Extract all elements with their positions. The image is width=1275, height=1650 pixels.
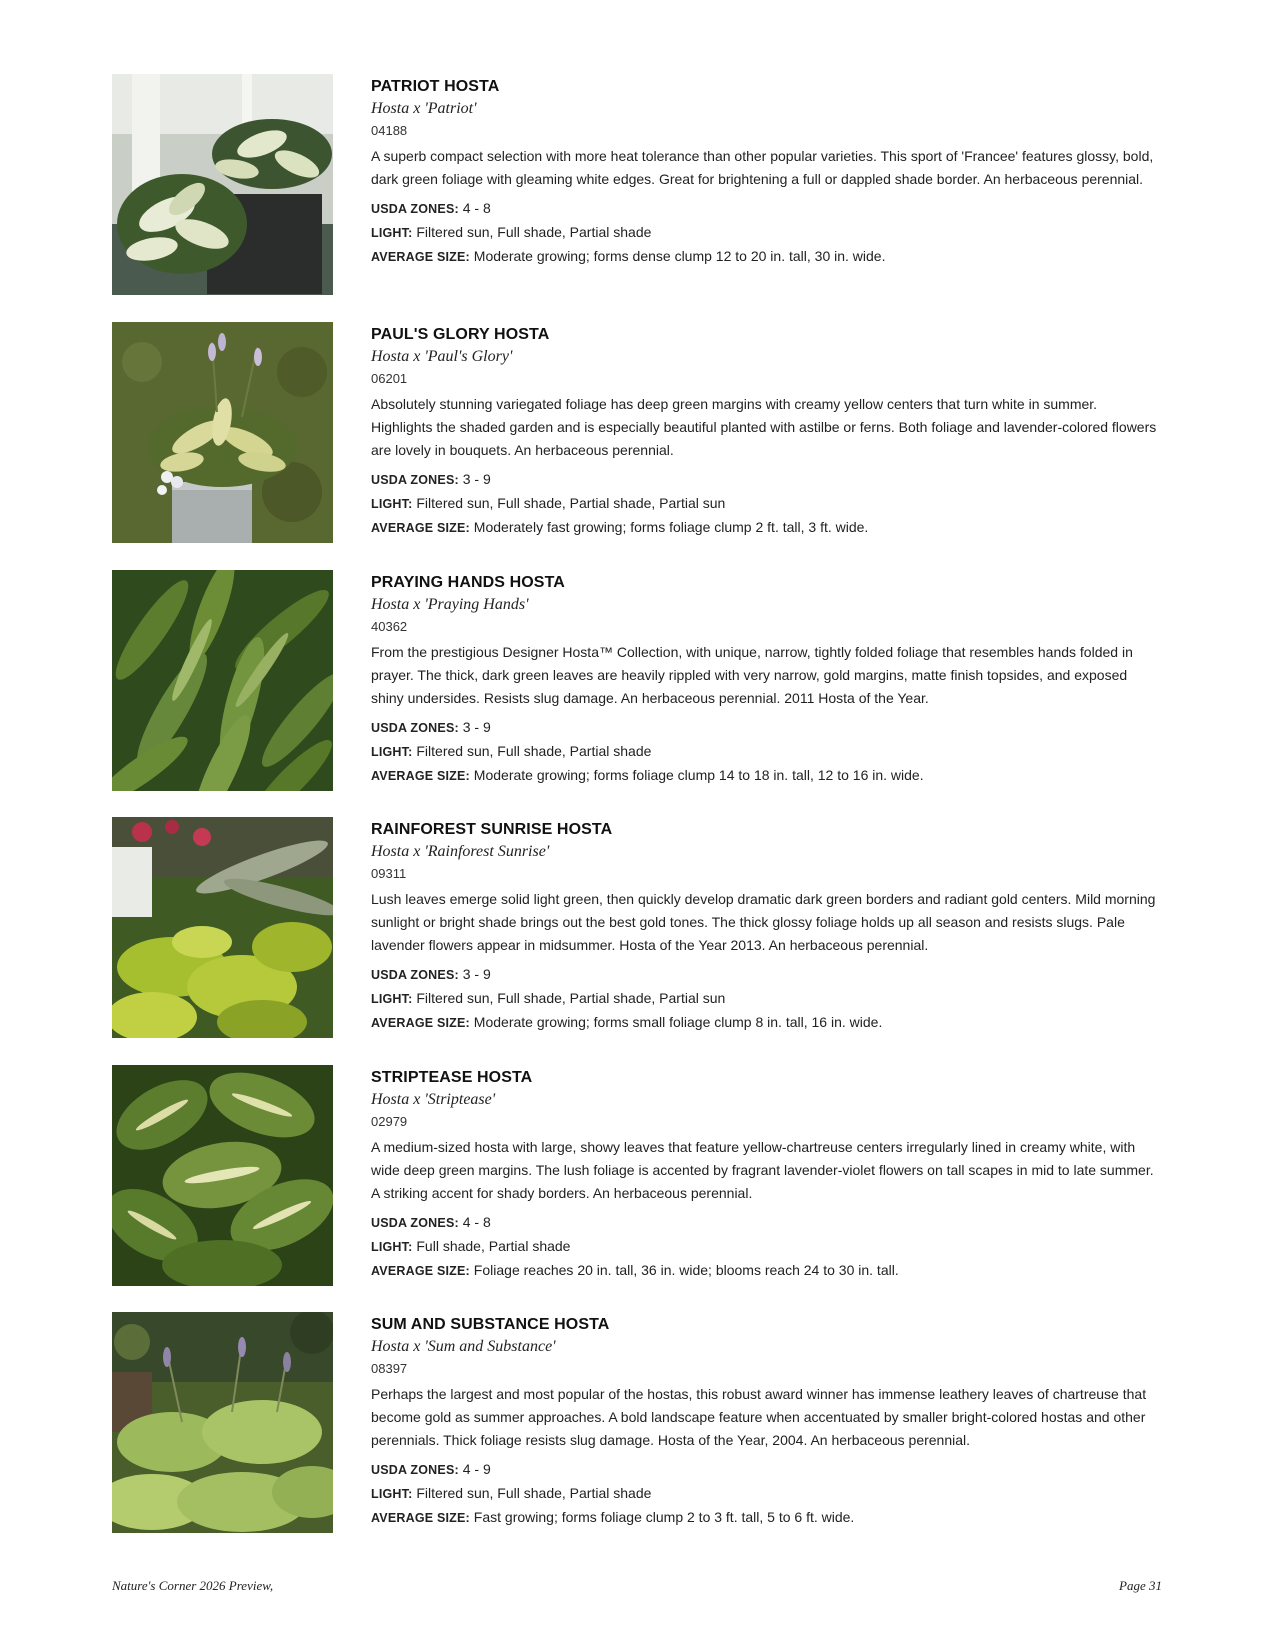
usda-zones-label: USDA ZONES: (371, 721, 459, 735)
plant-name: PATRIOT HOSTA (371, 78, 500, 95)
light-value: Filtered sun, Full shade, Partial shade (412, 224, 652, 240)
average-size (371, 245, 1161, 269)
average-size-value: Moderately fast growing; forms foliage clump 2 ft. tall, 3 ft. wide. (469, 519, 869, 535)
light-value: Filtered sun, Full shade, Partial shade (412, 1485, 652, 1501)
plant-info (371, 573, 1161, 788)
light-value: Full shade, Partial shade (412, 1238, 571, 1254)
botanical-name: Hosta x 'Paul's Glory' (371, 348, 513, 365)
plant-name: RAINFOREST SUNRISE HOSTA (371, 821, 613, 838)
usda-zones-label: USDA ZONES: (371, 1463, 459, 1477)
usda-zones (371, 197, 1161, 221)
plant-photo-pauls-glory (112, 322, 333, 543)
usda-zones-value: 4 - 8 (458, 1214, 491, 1230)
item-code: 04188 (371, 123, 408, 138)
plant-photo-striptease (112, 1065, 333, 1286)
plant-description: A medium-sized hosta with large, showy leaves that feature yellow-chartreuse centers irregularly lined in creamy white, with wide deep green margins. The lush foliage is accented by fragrant lavender-violet flowers on tall scapes in mid to late summer. A striking accent for shady borders. An herbaceous perennial. (371, 1139, 1154, 1201)
usda-zones-label: USDA ZONES: (371, 473, 459, 487)
plant-info (371, 77, 1161, 269)
usda-zones-value: 4 - 9 (458, 1461, 491, 1477)
plant-photo-rainforest-sunrise (112, 817, 333, 1038)
item-code: 40362 (371, 619, 408, 634)
botanical-name: Hosta x 'Rainforest Sunrise' (371, 843, 550, 860)
botanical-name: Hosta x 'Striptease' (371, 1091, 496, 1108)
usda-zones (371, 716, 1161, 740)
average-size (371, 516, 1161, 540)
footer-page-number: Page 31 (1119, 1578, 1162, 1593)
plant-info (371, 1068, 1161, 1283)
item-code: 02979 (371, 1114, 408, 1129)
plant-name: SUM AND SUBSTANCE HOSTA (371, 1316, 610, 1333)
light-label: LIGHT: (371, 745, 413, 759)
average-size-label: AVERAGE SIZE: (371, 521, 470, 535)
plant-description: From the prestigious Designer Hosta™ Collection, with unique, narrow, tightly folded foliage that resembles hands folded in prayer. The thick, dark green leaves are heavily rippled with very narrow, gold margins, matte finish topsides, and exposed shiny undersides. Resists slug damage. An herbaceous perennial. 2011 Hosta of the Year. (371, 644, 1133, 706)
light-label: LIGHT: (371, 992, 413, 1006)
light (371, 1482, 1161, 1506)
usda-zones (371, 1458, 1161, 1482)
average-size (371, 1259, 1161, 1283)
item-code: 06201 (371, 371, 408, 386)
light-label: LIGHT: (371, 497, 413, 511)
usda-zones-value: 4 - 8 (458, 200, 491, 216)
usda-zones (371, 1211, 1161, 1235)
plant-photo-sum-and-substance (112, 1312, 333, 1533)
average-size-value: Fast growing; forms foliage clump 2 to 3 ft. tall, 5 to 6 ft. wide. (469, 1509, 855, 1525)
usda-zones-value: 3 - 9 (458, 966, 491, 982)
light-label: LIGHT: (371, 1487, 413, 1501)
usda-zones (371, 468, 1161, 492)
usda-zones-value: 3 - 9 (458, 719, 491, 735)
average-size-label: AVERAGE SIZE: (371, 769, 470, 783)
usda-zones-label: USDA ZONES: (371, 968, 459, 982)
average-size-value: Foliage reaches 20 in. tall, 36 in. wide; blooms reach 24 to 30 in. tall. (469, 1262, 899, 1278)
average-size-label: AVERAGE SIZE: (371, 250, 470, 264)
plant-description: Lush leaves emerge solid light green, then quickly develop dramatic dark green borders and radiant gold centers. Mild morning sunlight or bright shade brings out the best gold tones. The thick glossy foliage holds up all season and resists slugs. Pale lavender flowers appear in midsummer. Hosta of the Year 2013. An herbaceous perennial. (371, 891, 1156, 953)
botanical-name: Hosta x 'Praying Hands' (371, 596, 529, 613)
item-code: 09311 (371, 866, 407, 881)
plant-name: PAUL'S GLORY HOSTA (371, 326, 550, 343)
light-value: Filtered sun, Full shade, Partial shade, Partial sun (412, 990, 726, 1006)
plant-name: PRAYING HANDS HOSTA (371, 574, 565, 591)
usda-zones-label: USDA ZONES: (371, 202, 459, 216)
average-size-label: AVERAGE SIZE: (371, 1264, 470, 1278)
botanical-name: Hosta x 'Patriot' (371, 100, 477, 117)
average-size-value: Moderate growing; forms dense clump 12 to 20 in. tall, 30 in. wide. (469, 248, 886, 264)
plant-info (371, 1315, 1161, 1530)
plant-description: Perhaps the largest and most popular of the hostas, this robust award winner has immense leathery leaves of chartreuse that become gold as summer approaches. A bold landscape feature when accentuated by smaller bright-colored hostas and other perennials. Thick foliage resists slug damage. Hosta of the Year, 2004. An herbaceous perennial. (371, 1386, 1147, 1448)
light-value: Filtered sun, Full shade, Partial shade (412, 743, 652, 759)
average-size (371, 1506, 1161, 1530)
average-size (371, 764, 1161, 788)
light (371, 740, 1161, 764)
plant-info (371, 325, 1161, 540)
average-size-label: AVERAGE SIZE: (371, 1511, 470, 1525)
usda-zones (371, 963, 1161, 987)
light-value: Filtered sun, Full shade, Partial shade, Partial sun (412, 495, 726, 511)
average-size (371, 1011, 1161, 1035)
light-label: LIGHT: (371, 1240, 413, 1254)
light (371, 1235, 1161, 1259)
average-size-value: Moderate growing; forms foliage clump 14 to 18 in. tall, 12 to 16 in. wide. (469, 767, 924, 783)
average-size-label: AVERAGE SIZE: (371, 1016, 470, 1030)
average-size-value: Moderate growing; forms small foliage clump 8 in. tall, 16 in. wide. (469, 1014, 883, 1030)
light (371, 221, 1161, 245)
plant-photo-patriot (112, 74, 333, 295)
light (371, 492, 1161, 516)
usda-zones-value: 3 - 9 (458, 471, 491, 487)
plant-name: STRIPTEASE HOSTA (371, 1069, 533, 1086)
item-code: 08397 (371, 1361, 408, 1376)
plant-info (371, 820, 1161, 1035)
footer-publication: Nature's Corner 2026 Preview, (112, 1578, 274, 1593)
light-label: LIGHT: (371, 226, 413, 240)
plant-description: Absolutely stunning variegated foliage has deep green margins with creamy yellow centers that turn white in summer. Highlights the shaded garden and is especially beautiful planted with astilbe or ferns. Both foliage and lavender-colored flowers are lovely in bouquets. An herbaceous perennial. (371, 396, 1157, 458)
light (371, 987, 1161, 1011)
usda-zones-label: USDA ZONES: (371, 1216, 459, 1230)
botanical-name: Hosta x 'Sum and Substance' (371, 1338, 556, 1355)
plant-photo-praying-hands (112, 570, 333, 791)
plant-description: A superb compact selection with more heat tolerance than other popular varieties. This sport of 'Francee' features glossy, bold, dark green foliage with gleaming white edges. Great for brightening a full or dappled shade border. An herbaceous perennial. (371, 148, 1154, 187)
